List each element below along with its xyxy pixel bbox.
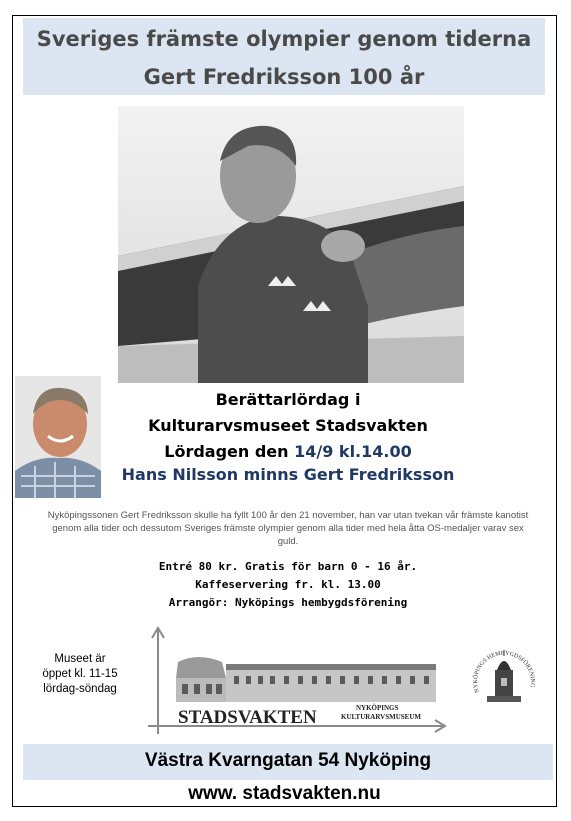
header-title: Sveriges främste olympier genom tiderna <box>36 27 532 51</box>
hours-line-2: öppet kl. 11-15 <box>42 668 118 680</box>
logo-sub-1: NYKÖPINGS <box>356 704 399 712</box>
opening-hours <box>25 652 135 697</box>
event-venue: Kulturarvsmuseet Stadsvakten <box>148 416 428 435</box>
event-date-prefix: Lördagen den <box>164 442 295 461</box>
address: Västra Kvarngatan 54 Nyköping <box>144 750 432 771</box>
header-subtitle: Gert Fredriksson 100 år <box>143 65 425 89</box>
speaker-portrait <box>15 376 101 498</box>
stadsvakten-logo <box>138 626 448 741</box>
organizer-info: Arrangör: Nyköpings hembygdsförening <box>168 596 408 609</box>
hours-line-1: Museet är <box>54 653 106 665</box>
event-description: Nyköpingssonen Gert Fredriksson skulle ha fyllt 100 år den 21 november, han var utan tvekan vår främste kanotist genom alla tider och dessutom Sveriges främste olympier genom alla tider med hela åtta OS-medaljer varav sex guld. <box>47 510 529 547</box>
poster <box>12 15 557 807</box>
event-date <box>113 442 463 461</box>
event-date-value: 14/9 kl.14.00 <box>294 442 412 461</box>
address-band <box>23 744 553 780</box>
event-title: Berättarlördag i <box>215 390 361 409</box>
logo-circle-text: NYKÖPINGS HEMBYGDSFÖRENING <box>472 650 536 694</box>
event-speaker: Hans Nilsson minns Gert Fredriksson <box>121 465 455 484</box>
hembygdsforening-logo <box>471 640 537 712</box>
entry-fee: Entré 80 kr. Gratis för barn 0 - 16 år. <box>158 560 418 573</box>
logo-sub-2: KULTURARVSMUSEUM <box>341 713 422 721</box>
coffee-info: Kaffeservering fr. kl. 13.00 <box>195 578 381 591</box>
header-band <box>23 18 545 95</box>
website-link[interactable]: www. stadsvakten.nu <box>188 783 381 804</box>
athlete-photo <box>118 106 464 383</box>
hours-line-3: lördag-söndag <box>43 683 117 695</box>
logo-name: STADSVAKTEN <box>178 707 317 728</box>
